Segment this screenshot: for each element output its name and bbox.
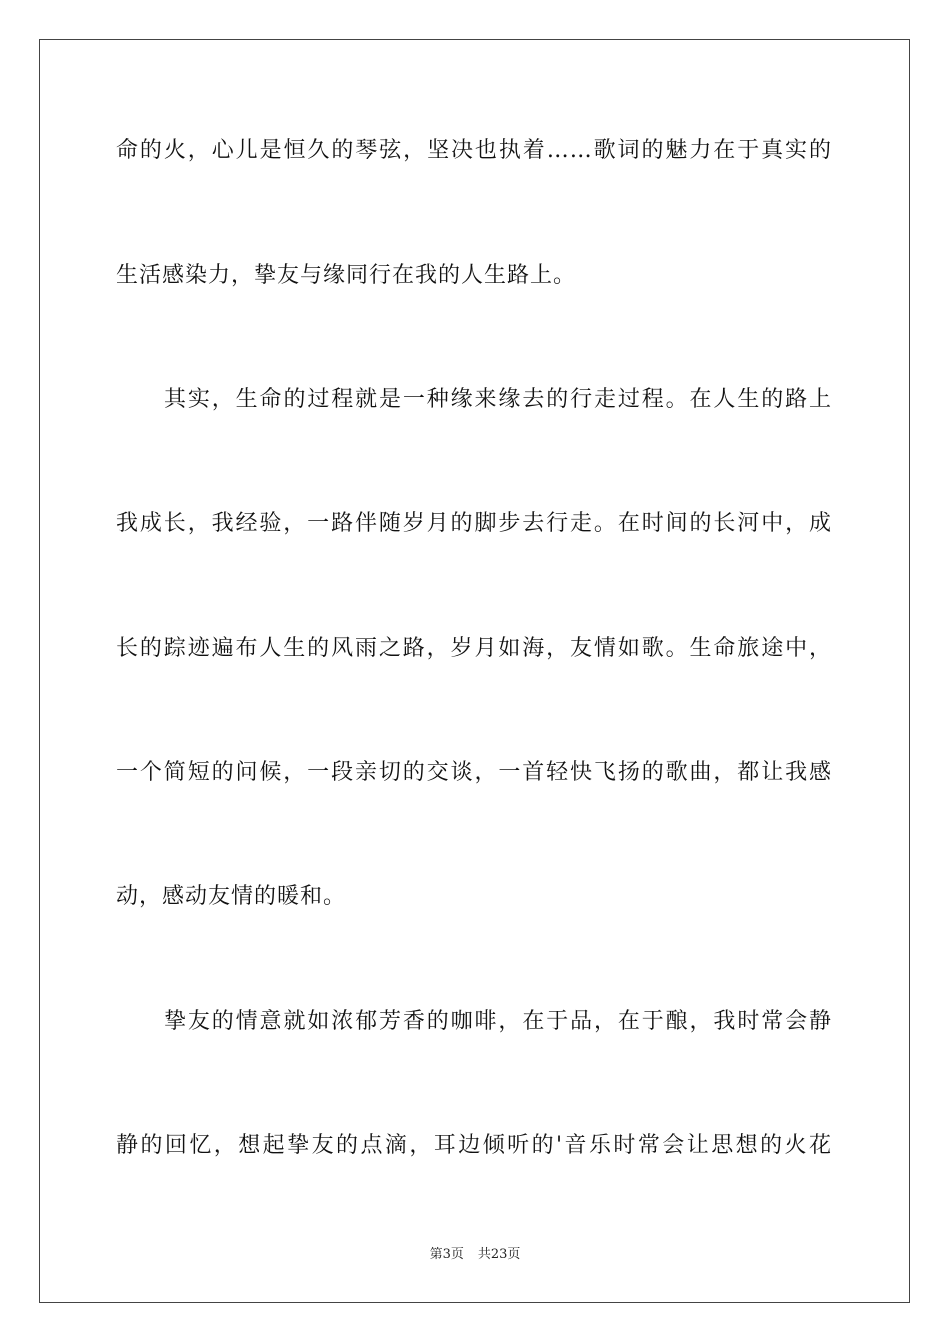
page-footer: [0, 1246, 950, 1264]
paragraph-line: 我成长，我经验，一路伴随岁月的脚步去行走。在时间的长河中，成: [116, 511, 832, 536]
paragraph-line: 一个简短的问候，一段亲切的交谈，一首轻快飞扬的歌曲，都让我感: [116, 760, 832, 785]
paragraph-line: 生活感染力，挚友与缘同行在我的人生路上。: [116, 263, 577, 288]
paragraph-line: 命的火，心儿是恒久的琴弦，坚决也执着……歌词的魅力在于真实的: [116, 138, 832, 163]
paragraph-line: 动，感动友情的暖和。: [116, 884, 347, 909]
page-total: 共23页: [477, 1247, 521, 1262]
paragraph-line: 其实，生命的过程就是一种缘来缘去的行走过程。在人生的路上: [164, 387, 832, 412]
paragraph-line: 静的回忆，想起挚友的点滴，耳边倾听的'音乐时常会让思想的火花: [116, 1133, 832, 1158]
paragraph-line: 长的踪迹遍布人生的风雨之路，岁月如海，友情如歌。生命旅途中，: [116, 636, 832, 661]
paragraph-line: 挚友的情意就如浓郁芳香的咖啡，在于品，在于酿，我时常会静: [164, 1009, 832, 1034]
page-frame: [39, 39, 910, 1303]
page-number: 第3页: [429, 1247, 464, 1262]
